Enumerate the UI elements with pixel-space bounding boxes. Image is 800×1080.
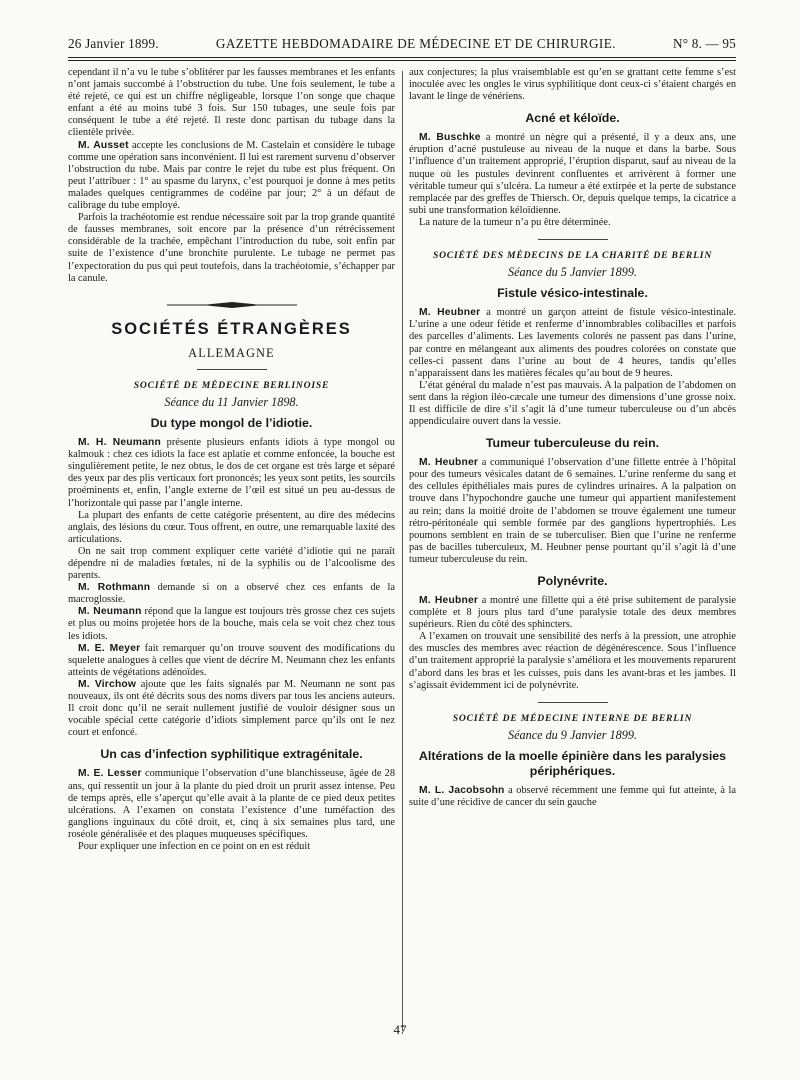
paragraph (409, 457, 736, 566)
session-date: Séance du 11 Janvier 1898. (164, 394, 299, 409)
short-rule (197, 369, 267, 370)
paragraph (409, 307, 736, 380)
paragraph-text: a montré une fillette qui a été prise subitement de paralysie complète et 8 jours plus tard d’une paralysie totale des deux membres supérieurs. Rien du côté des sphincters. (409, 595, 736, 631)
country-heading: ALLEMAGNE (188, 345, 275, 360)
article-title: Tumeur tuberculeuse du rein. (485, 436, 660, 451)
paragraph-text: a communiqué l’observation d’une fillette entrée à l’hôpital pour des tumeurs vésicales datant de 6 semaines. L’urine renferme du sang et des cellules épithéliales mais pures de cylindres urinaires. A la palpation on trouve dans l’hypochondre gauche une tumeur qui appartient manifestement au rein; dans la moitié droite de l’abdomen se trouve également une tumeur rétro-péritonéale qui semble formée par des ganglions hypertrophiés. Les poumons semblent en train de se tuberculiser. Bien que l’urine ne renferme pas de bacilles tuberculeux, M. Heubner pense pourtant qu’il s’agit là d’une tumeur tuberculeuse du rein. (409, 457, 736, 565)
paragraph (409, 595, 736, 631)
paragraph: Parfois la trachéotomie est rendue nécessaire soit par la trop grande quantité de fausses membranes, soit encore par la présence d’un rétrécissement considérable de la trachée, empêchant l’introduction du tube, soit enfin par suite de l’existence d’une bronchite purulente. Le tubage ne permet pas l’expectoration du pus qui peut toutefois, dans la trachéotomie, s’échapper par la canule. (68, 212, 395, 284)
paragraph-text: demande si on a observé chez ces enfants de la macroglossie. (68, 582, 396, 606)
paragraph (68, 606, 395, 642)
short-rule (538, 239, 608, 240)
article-title: Polynévrite. (537, 574, 608, 588)
paragraph (68, 643, 395, 679)
paragraph (409, 132, 736, 217)
speaker-name: M. Virchow (78, 678, 137, 690)
paragraph: On ne sait trop comment expliquer cette variété d’idiotie qui ne paraît dépendre ni de maladies fœtales, ni de la syphilis ou de l’alcoolisme des parents. (68, 545, 395, 582)
two-columns (68, 67, 736, 1031)
speaker-name: M. Heubner (419, 457, 479, 469)
paragraph (409, 785, 736, 809)
paragraph (68, 437, 395, 510)
header-issue-page: N° 8. — 95 (673, 36, 736, 51)
paragraph: aux conjectures; la plus vraisemblable est qu’en se grattant cette femme s’est inoculée avec les ongles le virus syphilitique dont ceux-ci s’étaient chargés en lavant le linge de vénériens. (409, 67, 736, 103)
speaker-name: M. Buschke (419, 132, 481, 144)
paragraph (68, 768, 395, 841)
paragraph-text: répond que la langue est toujours très grosse chez ces sujets et plus ou moins projetée hors de la bouche, mais cela se voit chez chez tous les idiots. (68, 606, 395, 642)
paragraph (68, 140, 395, 213)
paragraph-text: a montré un garçon atteint de fistule vésico-intestinale. L’urine a une odeur fétide et renferme d’innombrables colibacilles et parfois des parcelles d’aliments. Les lavements colorés ne passent pas dans l’urine, par contre en mélangeant aux aliments des poudres colorées on constate que celles-ci passent dans l’urine au bout de 4 heures, tandis qu’elles n’apparaissent dans les matières fécales qu’au bout de 9 heures. (409, 307, 736, 379)
paragraph: cependant il n’a vu le tube s’oblitérer par les fausses membranes et les enfants n’ont jamais succombé à l’obstruction du tube. Une fois seulement, le tube a été rejeté, ce qui est un chiffre négligeable, lorsque l’on songe que chaque enfant a été au moins tubé 3 fois. Sur 150 tubages, une seule fois par conséquent le tube a été rejeté. Il reste donc partisan du tubage dans la clientèle privée. (68, 67, 395, 139)
ornament-divider (167, 301, 297, 309)
paragraph-text: communique l’observation d’une blanchisseuse, âgée de 28 ans, qui ressentit un jour à la plante du pied droit un prurit assez intense. Peu de temps après, elle s’aperçut qu’elle avait à la plante de ce pied deux petites ulcérations. A l’examen on constata l’existence d’une tuméfaction des ganglions inguinaux du côté droit, et, cinq à six semaines plus tard, une roséole généralisée et des plaques muqueuses spécifiques. (68, 768, 395, 840)
session-date: Séance du 5 Janvier 1899. (508, 265, 637, 280)
paragraph-text: présente plusieurs enfants idiots à type mongol ou kalmouk : chez ces idiots la face est aplatie et comme enfoncée, la bouche est singulièrement petite, le nez obtus, le dos de cet organe est très large et séparé des yeux par des plis verticaux fort prononcés; les yeux sont petits, les sourcils proéminents et, enfin, l’angle externe de l’œil est situé un peu au-dessus de l’horizontale qui passe par l’angle interne. (68, 437, 395, 509)
society-heading: SOCIÉTÉ DE MÉDECINE BERLINOISE (133, 379, 330, 391)
speaker-name: M. Heubner (419, 595, 479, 606)
speaker-name: M. E. Lesser (78, 768, 142, 780)
paragraph-text: accepte les conclusions de M. Castelain et considère le tubage comme une opération sans inconvénient. Il lui est rarement survenu d’observer l’obstruction du tube. Mais par contre le rejet du tube est plus fréquent. On peut l’attribuer : 1° au spasme du larynx, c’est pourquoi je donne à mes petits malades quelques centigrammes de codéine par jour; 2° à un défaut de calibrage du tube employé. (68, 139, 395, 212)
article-title: Fistule vésico-intestinale. (497, 286, 648, 301)
paragraph-text: fait remarquer qu’on trouve souvent des modifications du squelette analogues à celles que vient de décrire M. Neumann chez les enfants atteints de végétations adénoïdes. (68, 642, 395, 678)
running-header (68, 36, 736, 52)
article-title: Acné et kéloïde. (525, 111, 620, 126)
header-date: 26 Janvier 1899. (68, 36, 159, 51)
journal-page (68, 36, 736, 1031)
speaker-name: M. L. Jacobsohn (419, 784, 505, 796)
society-heading: SOCIÉTÉ DE MÉDECINE INTERNE DE BERLIN (452, 712, 693, 724)
speaker-name: M. E. Meyer (78, 642, 141, 654)
section-title: SOCIÉTÉS ÉTRANGÈRES (111, 319, 352, 338)
paragraph (68, 582, 395, 606)
left-column (68, 67, 395, 1031)
speaker-name: M. Heubner (419, 307, 481, 319)
paragraph-text: ajoute que les faits signalés par M. Neumann ne sont pas nouveaux, ils ont été décrits sous des noms divers par tous les anciens auteurs. Il croit donc qu’il ne serait nullement justifié de vouloir désigner sous un vocable spécial cette catégorie d’idiots simplement parce qu’ils ont le nez court et enfoncé. (68, 678, 396, 739)
paragraph (68, 679, 395, 739)
speaker-name: M. Ausset (78, 139, 129, 151)
header-rule (68, 57, 736, 61)
short-rule (538, 702, 608, 703)
session-date: Séance du 9 Janvier 1899. (508, 727, 637, 742)
paragraph: A l’examen on trouvait une sensibilité des nerfs à la pression, une atrophie des muscles des membres avec réaction de dégénérescence. Sous l’influence d’un traitement approprié la paralysie s’améliora et les mouvements reparurent d’abord dans les bras et les cuisses, puis dans les avant-bras et les jambes. Il s’agissait évidemment ici de polynévrite. (409, 631, 736, 691)
right-column (409, 67, 736, 1031)
header-journal-title: GAZETTE HEBDOMADAIRE DE MÉDECINE ET DE CHIRURGIE. (215, 36, 616, 51)
paragraph: Pour expliquer une infection en ce point on en est réduit (78, 840, 311, 852)
speaker-name: M. Rothmann (78, 582, 151, 594)
society-heading: SOCIÉTÉ DES MÉDECINS DE LA CHARITÉ DE BERLIN (432, 250, 713, 262)
paragraph: La nature de la tumeur n’a pu être déterminée. (419, 216, 611, 228)
speaker-name: M. Neumann (78, 606, 142, 618)
paragraph: La plupart des enfants de cette catégorie présentent, au dire des médecins anglais, des lésions du cœur. Tous offrent, en outre, une remarquable laxité des articulations. (68, 509, 395, 545)
page-number: 47 (393, 1022, 407, 1037)
article-title: Un cas d’infection syphilitique extragénitale. (100, 747, 363, 762)
paragraph: L’état général du malade n’est pas mauvais. A la palpation de l’abdomen on sent dans la région iléo-cæcale une tumeur des dimensions d’une grosse noix. Il est difficile de dire s’il s’agit là d’une tumeur tuberculeuse ou d’un abcès appendiculaire ouvert dans la vessie. (409, 379, 736, 428)
speaker-name: M. H. Neumann (78, 437, 162, 449)
paragraph-text: a observé récemment une femme qui fut atteinte, à la suite d’une récidive de cancer du sein gauche (409, 784, 736, 809)
article-title: Altérations de la moelle épinière dans les paralysies périphériques. (418, 748, 727, 778)
column-rule (402, 71, 403, 1031)
article-title: Du type mongol de l’idiotie. (150, 416, 313, 431)
paragraph-text: a montré un nègre qui a présenté, il y a deux ans, une éruption d’acné pustuleuse au niveau de la nuque et dans la barbe. Sous l’influence d’un traitement approprié, l’éruption disparut, sauf au niveau de la nuque où les pustules devinrent confluentes et arrivèrent à former une véritable tumeur qui s’ulcéra. La tumeur a été extirpée et la perte de substance remplacée par des greffes de Thiersch. Or, depuis quelque temps, la cicatrice a subi une transformation kéloïdienne. (409, 132, 736, 216)
